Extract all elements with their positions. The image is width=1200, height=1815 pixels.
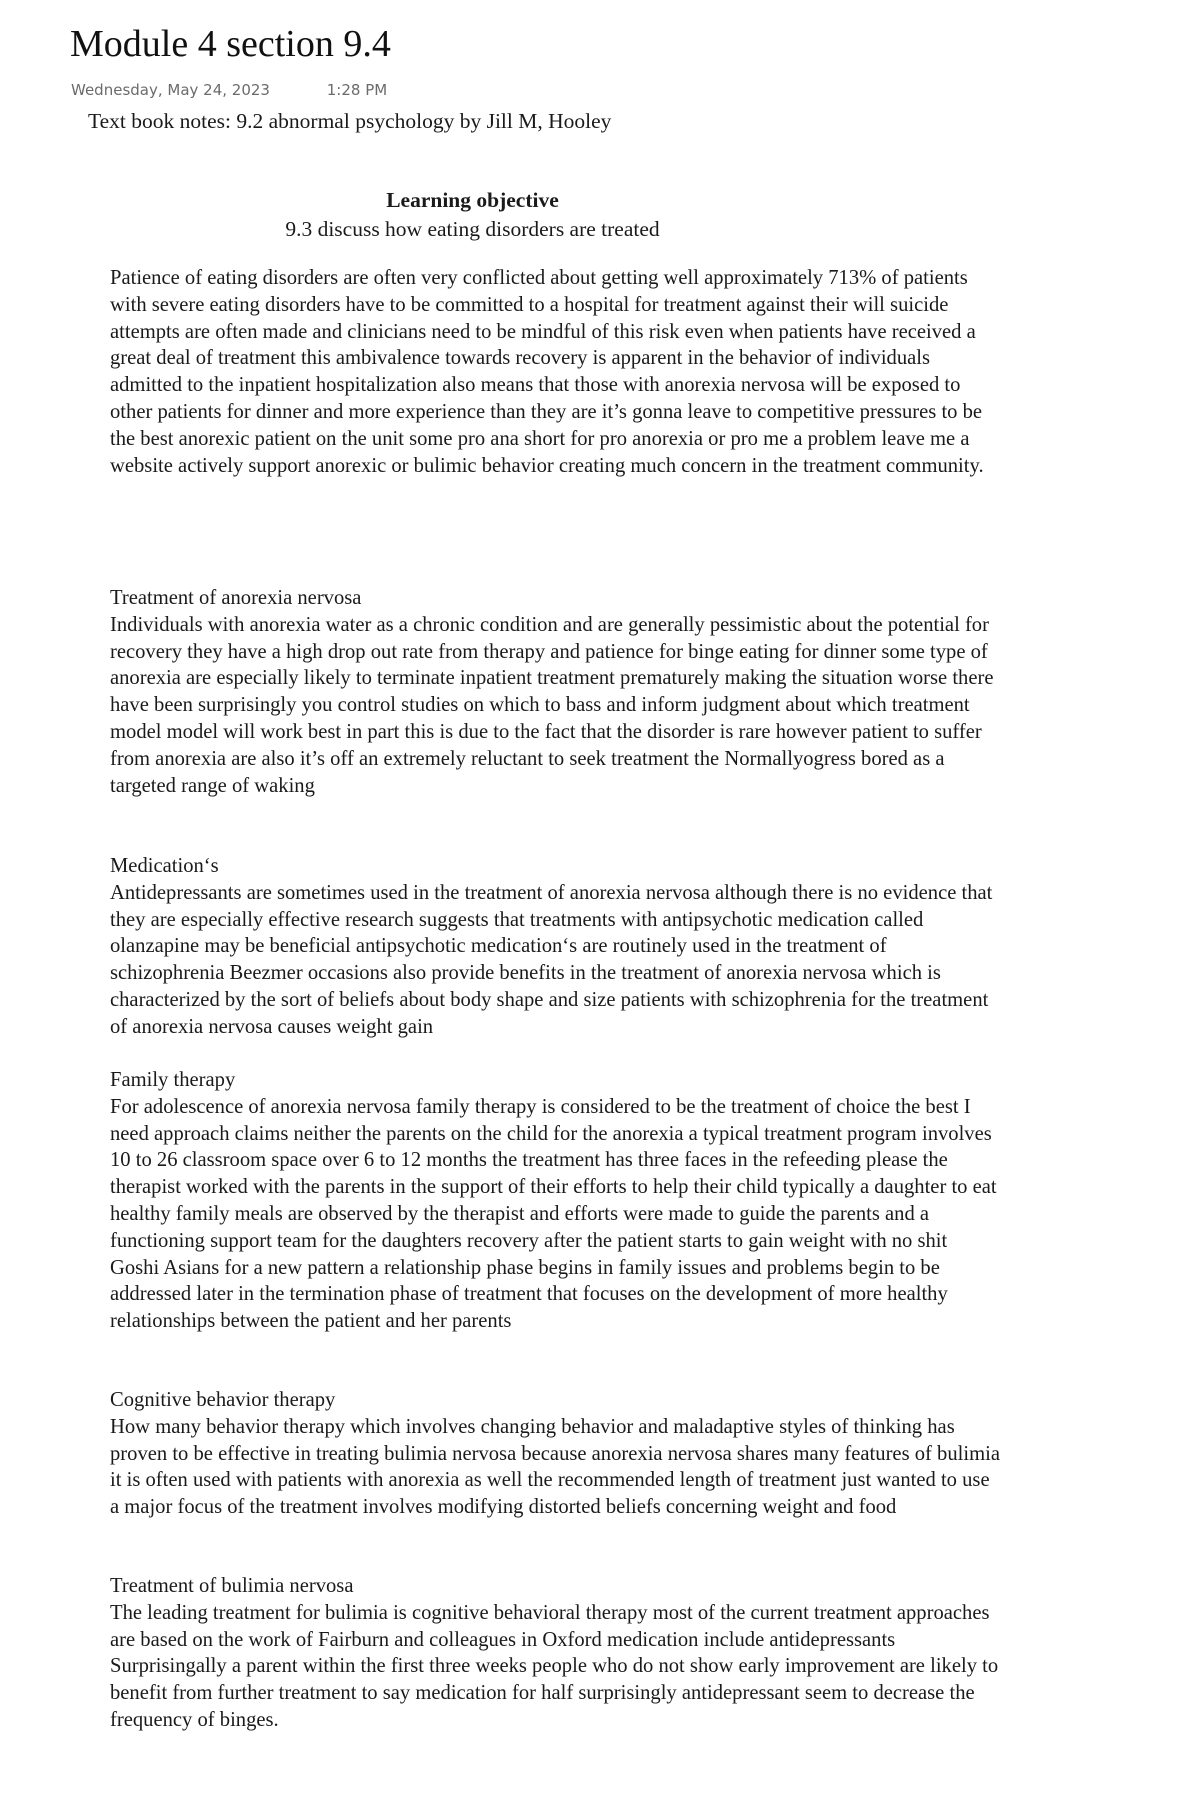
section-bulimia-treatment [110, 1573, 1000, 1734]
section-body: Antidepressants are sometimes used in the treatment of anorexia nervosa although there is no evidence that they are especially effective research suggests that treatments with antipsychotic medication called olanzapine may be beneficial antipsychotic medication‘s are routinely used in the treatment of schizophrenia Beezmer occasions also provide benefits in the treatment of anorexia nervosa which is characterized by the sort of beliefs about body shape and size patients with schizophrenia for the treatment of anorexia nervosa causes weight gain [110, 881, 993, 1038]
objective-heading: Learning objective [386, 188, 559, 212]
note-metadata [71, 81, 387, 99]
note-date: Wednesday, May 24, 2023 [71, 81, 270, 99]
section-family-therapy [110, 1067, 1000, 1335]
section-body: How many behavior therapy which involves changing behavior and maladaptive styles of thinking has proven to be effective in treating bulimia nervosa because anorexia nervosa shares many features of bulimia it is often used with patients with anorexia as well the recommended length of treatment just wanted to use a major focus of the treatment involves modifying distorted beliefs concerning weight and food [110, 1415, 1000, 1519]
objective-text: 9.3 discuss how eating disorders are treated [285, 217, 660, 241]
section-body: The leading treatment for bulimia is cognitive behavioral therapy most of the current treatment approaches are based on the work of Fairburn and colleagues in Oxford medication include antidepressants Surprisingally a parent within the first three weeks people who do not show early improvement are likely to benefit from further treatment to say medication for half surprisingly antidepressant seem to decrease the frequency of binges. [110, 1601, 999, 1731]
section-heading: Cognitive behavior therapy [110, 1389, 336, 1411]
note-time: 1:28 PM [326, 81, 388, 99]
section-heading: Family therapy [110, 1069, 236, 1091]
section-cognitive-behavior-therapy [110, 1387, 1000, 1521]
section-heading: Treatment of bulimia nervosa [110, 1575, 354, 1597]
section-anorexia-treatment [110, 585, 1000, 799]
source-line: Text book notes: 9.2 abnormal psychology by Jill M, Hooley [88, 109, 612, 133]
intro-paragraph: Patience of eating disorders are often very conflicted about getting well approximately 713% of patients with severe eating disorders have to be committed to a hospital for treatment against their will suicide attempts are often made and clinicians need to be mindful of this risk even when patients have received a great deal of treatment this ambivalence towards recovery is apparent in the behavior of individuals admitted to the inpatient hospitalization also means that those with anorexia nervosa will be exposed to other patients for dinner and more experience than they are it’s gonna leave to competitive pressures to be the best anorexic patient on the unit some pro ana short for pro anorexia or pro me a problem leave me a website actively support anorexic or bulimic behavior creating much concern in the treatment community. [110, 267, 984, 477]
page-title: Module 4 section 9.4 [70, 23, 391, 65]
section-body: For adolescence of anorexia nervosa family therapy is considered to be the treatment of choice the best I need approach claims neither the parents on the child for the anorexia a typical treatment program involves 10 to 26 classroom space over 6 to 12 months the treatment has three faces in the refeeding please the therapist worked with the parents in the support of their efforts to help their child typically a daughter to eat healthy family meals are observed by the therapist and efforts were made to guide the parents and a functioning support team for the daughters recovery after the patient starts to gain weight with no shit Goshi Asians for a new pattern a relationship phase begins in family issues and problems begin to be addressed later in the termination phase of treatment that focuses on the development of more healthy relationships between the patient and her parents [110, 1095, 997, 1333]
section-body: Individuals with anorexia water as a chronic condition and are generally pessimistic about the potential for recovery they have a high drop out rate from therapy and patience for binge eating for dinner some type of anorexia are especially likely to terminate inpatient treatment prematurely making the situation worse there have been surprisingly you control studies on which to bass and inform judgment about which treatment model model will work best in part this is due to the fact that the disorder is rare however patient to suffer from anorexia are also it’s off an extremely reluctant to seek treatment the Normallyogress bored as a targeted range of waking [110, 613, 994, 797]
section-heading: Treatment of anorexia nervosa [110, 587, 362, 609]
section-medication [110, 853, 1000, 1041]
section-heading: Medication‘s [110, 855, 219, 877]
